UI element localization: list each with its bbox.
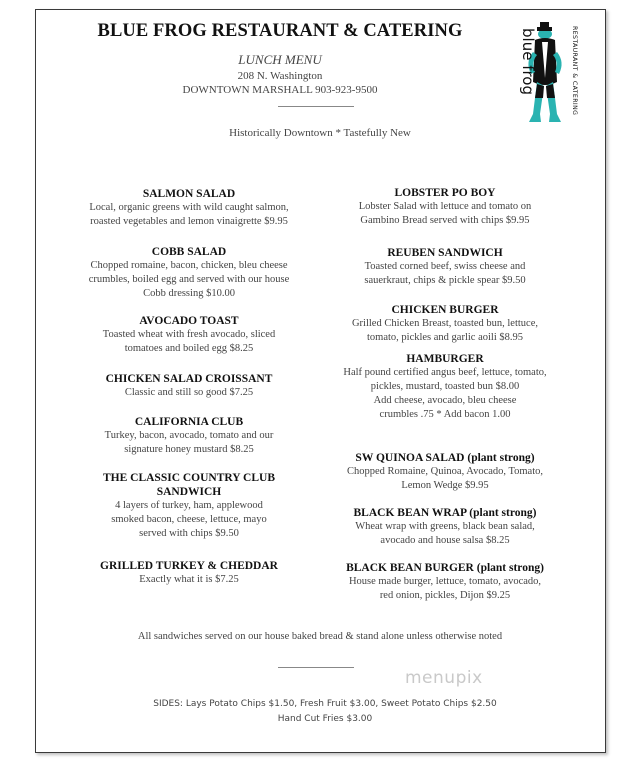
- item-desc: Toasted wheat with fresh avocado, sliced: [102, 329, 276, 340]
- item-desc: Toasted corned beef, swiss cheese and: [364, 261, 526, 272]
- item-desc: sauerkraut, chips & pickle spear $9.50: [364, 275, 526, 286]
- blue-frog-logo: [507, 22, 583, 132]
- item-desc: Gambino Bread served with chips $9.95: [360, 215, 530, 226]
- item-name: SANDWICH: [156, 486, 222, 498]
- header-divider: [278, 106, 354, 107]
- menu-item: [75, 471, 303, 541]
- item-desc: Grilled Chicken Breast, toasted bun, lettuce,: [351, 318, 539, 329]
- item-name: SALMON SALAD: [142, 188, 236, 200]
- location-phone: DOWNTOWN MARSHALL 903-923-9500: [182, 84, 378, 96]
- item-name: CHICKEN BURGER: [391, 304, 499, 316]
- item-name: GRILLED TURKEY & CHEDDAR: [100, 560, 278, 572]
- item-desc: served with chips $9.50: [139, 528, 239, 539]
- item-desc: Exactly what it is $7.25: [139, 574, 239, 585]
- menu-item: [326, 451, 564, 493]
- item-name: CALIFORNIA CLUB: [134, 416, 244, 428]
- menupix-watermark: menupix: [405, 668, 483, 688]
- item-name: LOBSTER PO BOY: [394, 187, 496, 199]
- restaurant-title: BLUE FROG RESTAURANT & CATERING: [97, 21, 463, 41]
- item-desc: Lemon Wedge $9.95: [401, 480, 489, 491]
- item-desc: avocado and house salsa $8.25: [380, 535, 510, 546]
- footer-divider: [278, 667, 354, 668]
- item-desc: Local, organic greens with wild caught salmon,: [89, 202, 289, 213]
- item-desc: roasted vegetables and lemon vinaigrette $9.95: [90, 216, 288, 227]
- item-name: REUBEN SANDWICH: [387, 247, 503, 259]
- menu-item: [75, 245, 303, 301]
- menu-item: [326, 506, 564, 548]
- item-desc: Cobb dressing $10.00: [143, 288, 235, 299]
- menu-item: [326, 561, 564, 603]
- item-desc: House made burger, lettuce, tomato, avocado,: [348, 576, 542, 587]
- item-desc: tomato, pickles and garlic aoili $8.95: [366, 332, 523, 343]
- logo-wordmark: blue frog: [519, 28, 537, 96]
- menu-item: [75, 314, 303, 356]
- item-desc: Add cheese, avocado, bleu cheese: [373, 395, 517, 406]
- item-name: HAMBURGER: [406, 353, 484, 365]
- item-desc: Wheat wrap with greens, black bean salad,: [355, 521, 535, 532]
- item-desc: crumbles, boiled egg and served with our house: [88, 274, 290, 285]
- item-desc: Turkey, bacon, avocado, tomato and our: [104, 430, 274, 441]
- menu-name: LUNCH MENU: [238, 52, 322, 67]
- bread-footnote: All sandwiches served on our house baked bread & stand alone unless otherwise noted: [137, 631, 503, 642]
- item-name: CHICKEN SALAD CROISSANT: [105, 373, 273, 385]
- menu-item: [75, 372, 303, 400]
- menu-item: [326, 246, 564, 288]
- sides-line: Hand Cut Fries $3.00: [277, 714, 373, 724]
- item-desc: crumbles .75 * Add bacon 1.00: [379, 409, 511, 420]
- item-desc: red onion, pickles, Dijon $9.25: [379, 590, 511, 601]
- address: 208 N. Washington: [237, 70, 323, 82]
- menu-item: [75, 415, 303, 457]
- item-desc: Classic and still so good $7.25: [124, 387, 254, 398]
- item-desc: 4 layers of turkey, ham, applewood: [115, 500, 263, 511]
- menu-item: [326, 186, 564, 228]
- item-desc: Half pound certified angus beef, lettuce, tomato,: [343, 367, 547, 378]
- menu-item: [75, 187, 303, 229]
- item-desc: signature honey mustard $8.25: [124, 444, 254, 455]
- item-desc: Lobster Salad with lettuce and tomato on: [358, 201, 532, 212]
- item-desc: Chopped romaine, bacon, chicken, bleu cheese: [90, 260, 288, 271]
- item-name: SW QUINOA SALAD (plant strong): [355, 452, 535, 464]
- item-name: AVOCADO TOAST: [139, 315, 239, 327]
- tagline: Historically Downtown * Tastefully New: [229, 127, 411, 139]
- menu-item: [326, 303, 564, 345]
- item-desc: pickles, mustard, toasted bun $8.00: [370, 381, 520, 392]
- item-name: COBB SALAD: [151, 246, 227, 258]
- item-name: THE CLASSIC COUNTRY CLUB: [102, 472, 276, 484]
- item-desc: smoked bacon, cheese, lettuce, mayo: [111, 514, 267, 525]
- item-desc: tomatoes and boiled egg $8.25: [124, 343, 254, 354]
- logo-side-text: RESTAURANT & CATERING: [571, 26, 578, 116]
- sides-line: SIDES: Lays Potato Chips $1.50, Fresh Fruit $3.00, Sweet Potato Chips $2.50: [153, 699, 497, 709]
- item-name: BLACK BEAN BURGER (plant strong): [346, 562, 544, 574]
- menu-item: [75, 559, 303, 587]
- menu-item: [326, 352, 564, 422]
- item-desc: Chopped Romaine, Quinoa, Avocado, Tomato,: [346, 466, 543, 477]
- item-name: BLACK BEAN WRAP (plant strong): [353, 507, 537, 519]
